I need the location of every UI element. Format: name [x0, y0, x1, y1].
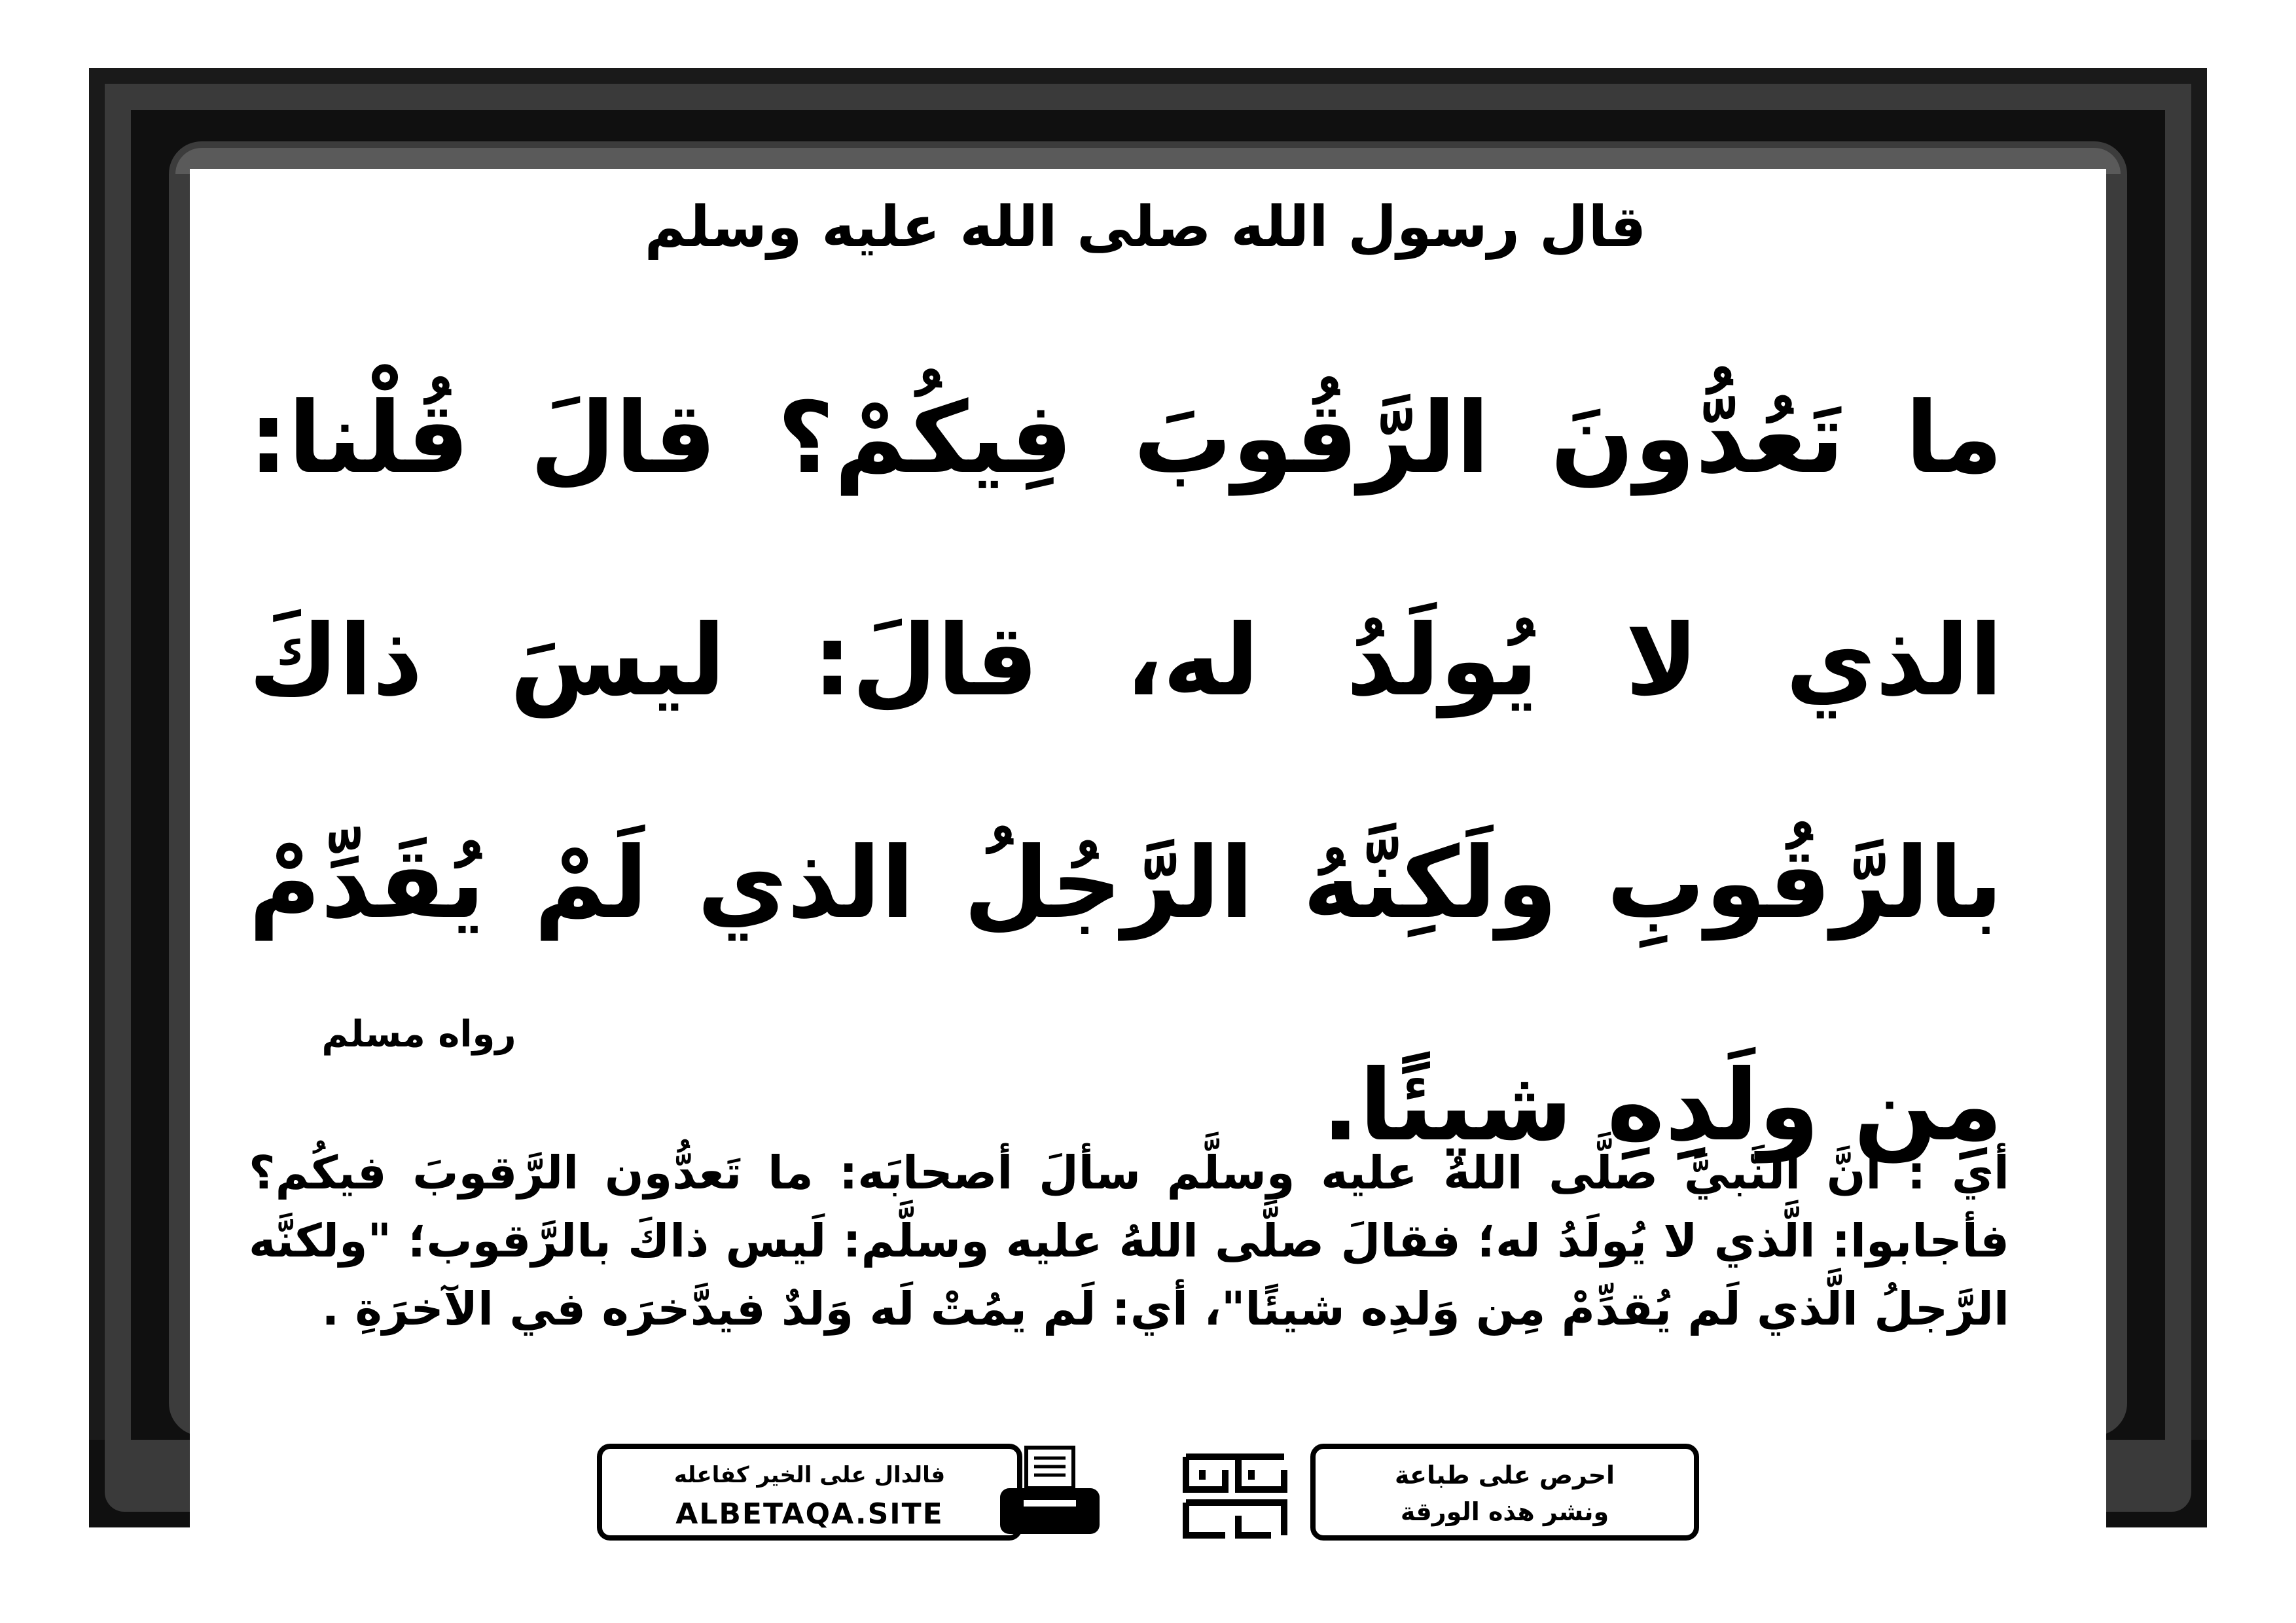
- motto-text: فالدال على الخير كفاعله: [673, 1462, 946, 1488]
- explanation-text: أي : أنَّ النَّبيَّ صلَّى اللهُ عليه وسلَّم سألَ أصحابَه: ما تَعدُّون الرَّقوبَ فيكُم؟ فأجابوا: الَّذي لا يُولَدُ له؛ فقالَ صلَّى اللهُ عليه وسلَّم: لَيس ذاكَ بالرَّقوب؛ "ولكنَّه الرَّجلُ الَّذي لَم يُقدِّمْ مِن وَلدِه شيئًا"، أي: لَم يمُتْ لَه وَلدٌ فيدَّخرَه في الآخرَةِ .: [249, 1146, 2009, 1336]
- header-line: قال رسول الله صلى الله عليه وسلم: [644, 194, 1647, 260]
- printer-icon: [997, 1445, 1102, 1537]
- hadith-text: ما تَعُدُّونَ الرَّقُوبَ فِيكُمْ؟ قالَ قُلْنا: الذي لا يُولَدُ له، قالَ: ليسَ ذاكَ بالرَّقُوبِ ولَكِنَّهُ الرَّجُلُ الذي لَمْ يُقَدِّمْ مِن ولَدِهِ شيئًا.: [249, 382, 2003, 1163]
- website-url[interactable]: ALBETAQA.SITE: [675, 1497, 944, 1531]
- website-box[interactable]: [597, 1444, 1022, 1541]
- reminder-line-2: ونشر هذه الورقة: [1400, 1497, 1609, 1526]
- footer-banner: [597, 1444, 1699, 1542]
- dawat-alwaraqa-logo: [1173, 1444, 1297, 1542]
- print-reminder-box: [1310, 1444, 1699, 1541]
- hadith-source: رواه مسلم: [321, 1013, 516, 1056]
- reminder-line-1: احرص على طباعة: [1394, 1461, 1615, 1489]
